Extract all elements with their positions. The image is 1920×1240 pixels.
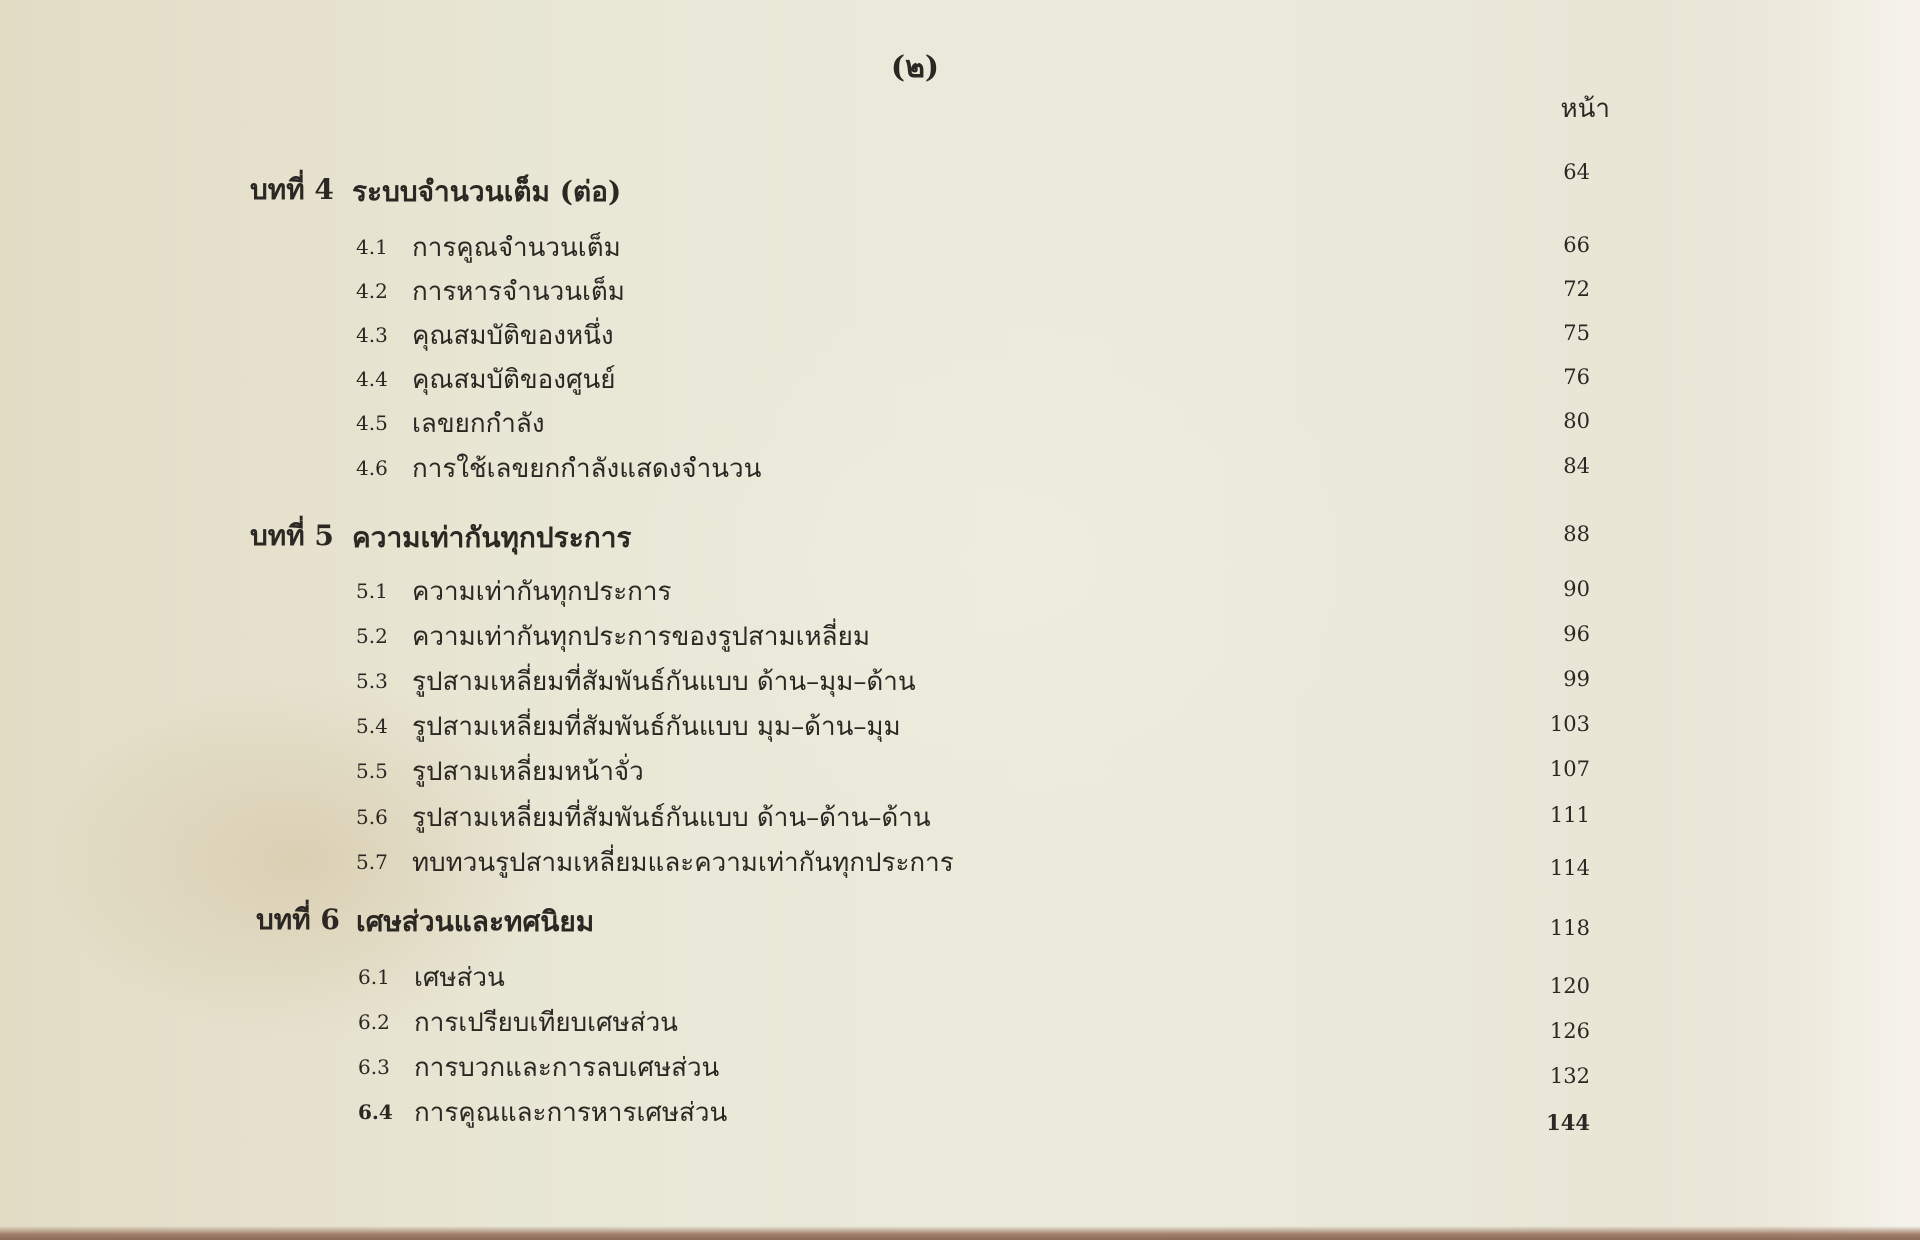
section-page: 76	[1563, 365, 1590, 389]
section-title: รูปสามเหลี่ยมหน้าจั่ว	[412, 757, 644, 787]
section-page: 96	[1563, 622, 1590, 646]
section-number: 6.4	[358, 1100, 393, 1124]
toc-chapter-4	[0, 160, 1920, 210]
chapter-label: บทที่ 5	[250, 519, 334, 552]
toc-section-5-2	[0, 612, 1920, 656]
page-number: (๒)	[890, 50, 940, 85]
toc-section-6-3	[0, 1043, 1920, 1087]
section-page: 90	[1563, 577, 1590, 601]
toc-section-6-4	[0, 1088, 1920, 1135]
toc-section-4-2	[0, 267, 1920, 311]
toc-section-5-4	[0, 702, 1920, 746]
section-page: 120	[1549, 974, 1590, 998]
section-title: การบวกและการลบเศษส่วน	[414, 1053, 720, 1083]
section-title: คุณสมบัติของศูนย์	[412, 365, 616, 395]
section-page: 99	[1563, 667, 1590, 691]
section-number: 5.7	[356, 850, 388, 874]
chapter-title: ความเท่ากันทุกประการ	[352, 521, 632, 554]
section-number: 6.1	[358, 965, 390, 989]
chapter-page: 118	[1549, 916, 1590, 940]
toc-section-5-3	[0, 657, 1920, 701]
section-page: 111	[1549, 803, 1590, 827]
section-number: 4.4	[356, 367, 388, 391]
toc-chapter-6	[0, 896, 1920, 940]
section-page: 66	[1563, 233, 1590, 257]
toc-section-4-1	[0, 223, 1920, 267]
section-title: การเปรียบเทียบเศษส่วน	[414, 1008, 678, 1038]
toc-section-5-6	[0, 793, 1920, 837]
toc-section-5-1	[0, 567, 1920, 611]
section-title: เศษส่วน	[414, 963, 505, 993]
page-bottom-edge	[0, 1226, 1920, 1240]
section-number: 5.2	[356, 624, 388, 648]
section-title: การคูณและการหารเศษส่วน	[414, 1098, 728, 1128]
section-page: 103	[1549, 712, 1590, 736]
section-page: 80	[1563, 409, 1590, 433]
toc-section-6-2	[0, 998, 1920, 1042]
toc-section-4-6	[0, 444, 1920, 488]
chapter-title: ระบบจำนวนเต็ม (ต่อ)	[352, 175, 622, 208]
section-title: การหารจำนวนเต็ม	[412, 277, 625, 307]
section-number: 6.3	[358, 1055, 390, 1079]
section-number: 5.4	[356, 714, 388, 738]
section-number: 6.2	[358, 1010, 390, 1034]
section-page: 144	[1546, 1110, 1590, 1135]
section-page: 126	[1549, 1019, 1590, 1043]
chapter-page: 64	[1563, 160, 1590, 184]
section-title: เลขยกกำลัง	[412, 409, 545, 439]
section-title: ความเท่ากันทุกประการ	[412, 577, 672, 607]
section-number: 4.1	[356, 235, 388, 259]
chapter-label: บทที่ 6	[256, 903, 340, 936]
chapter-label: บทที่ 4	[250, 173, 334, 206]
toc-section-5-7	[0, 838, 1920, 882]
section-number: 4.6	[356, 456, 388, 480]
section-number: 5.1	[356, 579, 388, 603]
section-title: รูปสามเหลี่ยมที่สัมพันธ์กันแบบ มุม–ด้าน–มุม	[412, 712, 901, 742]
toc-section-4-5	[0, 399, 1920, 443]
section-title: ทบทวนรูปสามเหลี่ยมและความเท่ากันทุกประการ	[412, 848, 954, 878]
section-title: คุณสมบัติของหนึ่ง	[412, 321, 614, 351]
section-number: 5.5	[356, 759, 388, 783]
page-column-header: หน้า	[1560, 94, 1610, 124]
section-page: 114	[1549, 856, 1590, 880]
toc-section-5-5	[0, 747, 1920, 791]
section-page: 72	[1563, 277, 1590, 301]
toc-chapter-5	[0, 512, 1920, 556]
section-page: 84	[1563, 454, 1590, 478]
section-number: 5.6	[356, 805, 388, 829]
toc-section-6-1	[0, 953, 1920, 997]
section-number: 4.3	[356, 323, 388, 347]
toc-section-4-4	[0, 355, 1920, 399]
toc-section-4-3	[0, 311, 1920, 355]
section-title: การใช้เลขยกกำลังแสดงจำนวน	[412, 454, 762, 484]
section-number: 4.2	[356, 279, 388, 303]
section-title: รูปสามเหลี่ยมที่สัมพันธ์กันแบบ ด้าน–มุม–ด้าน	[412, 667, 916, 697]
section-title: ความเท่ากันทุกประการของรูปสามเหลี่ยม	[412, 622, 870, 652]
section-title: รูปสามเหลี่ยมที่สัมพันธ์กันแบบ ด้าน–ด้าน–ด้าน	[412, 803, 931, 833]
section-number: 4.5	[356, 411, 388, 435]
chapter-title: เศษส่วนและทศนิยม	[356, 905, 595, 938]
section-page: 132	[1549, 1064, 1590, 1088]
section-title: การคูณจำนวนเต็ม	[412, 233, 621, 263]
section-page: 75	[1563, 321, 1590, 345]
section-page: 107	[1549, 757, 1590, 781]
chapter-page: 88	[1563, 522, 1590, 546]
section-number: 5.3	[356, 669, 388, 693]
